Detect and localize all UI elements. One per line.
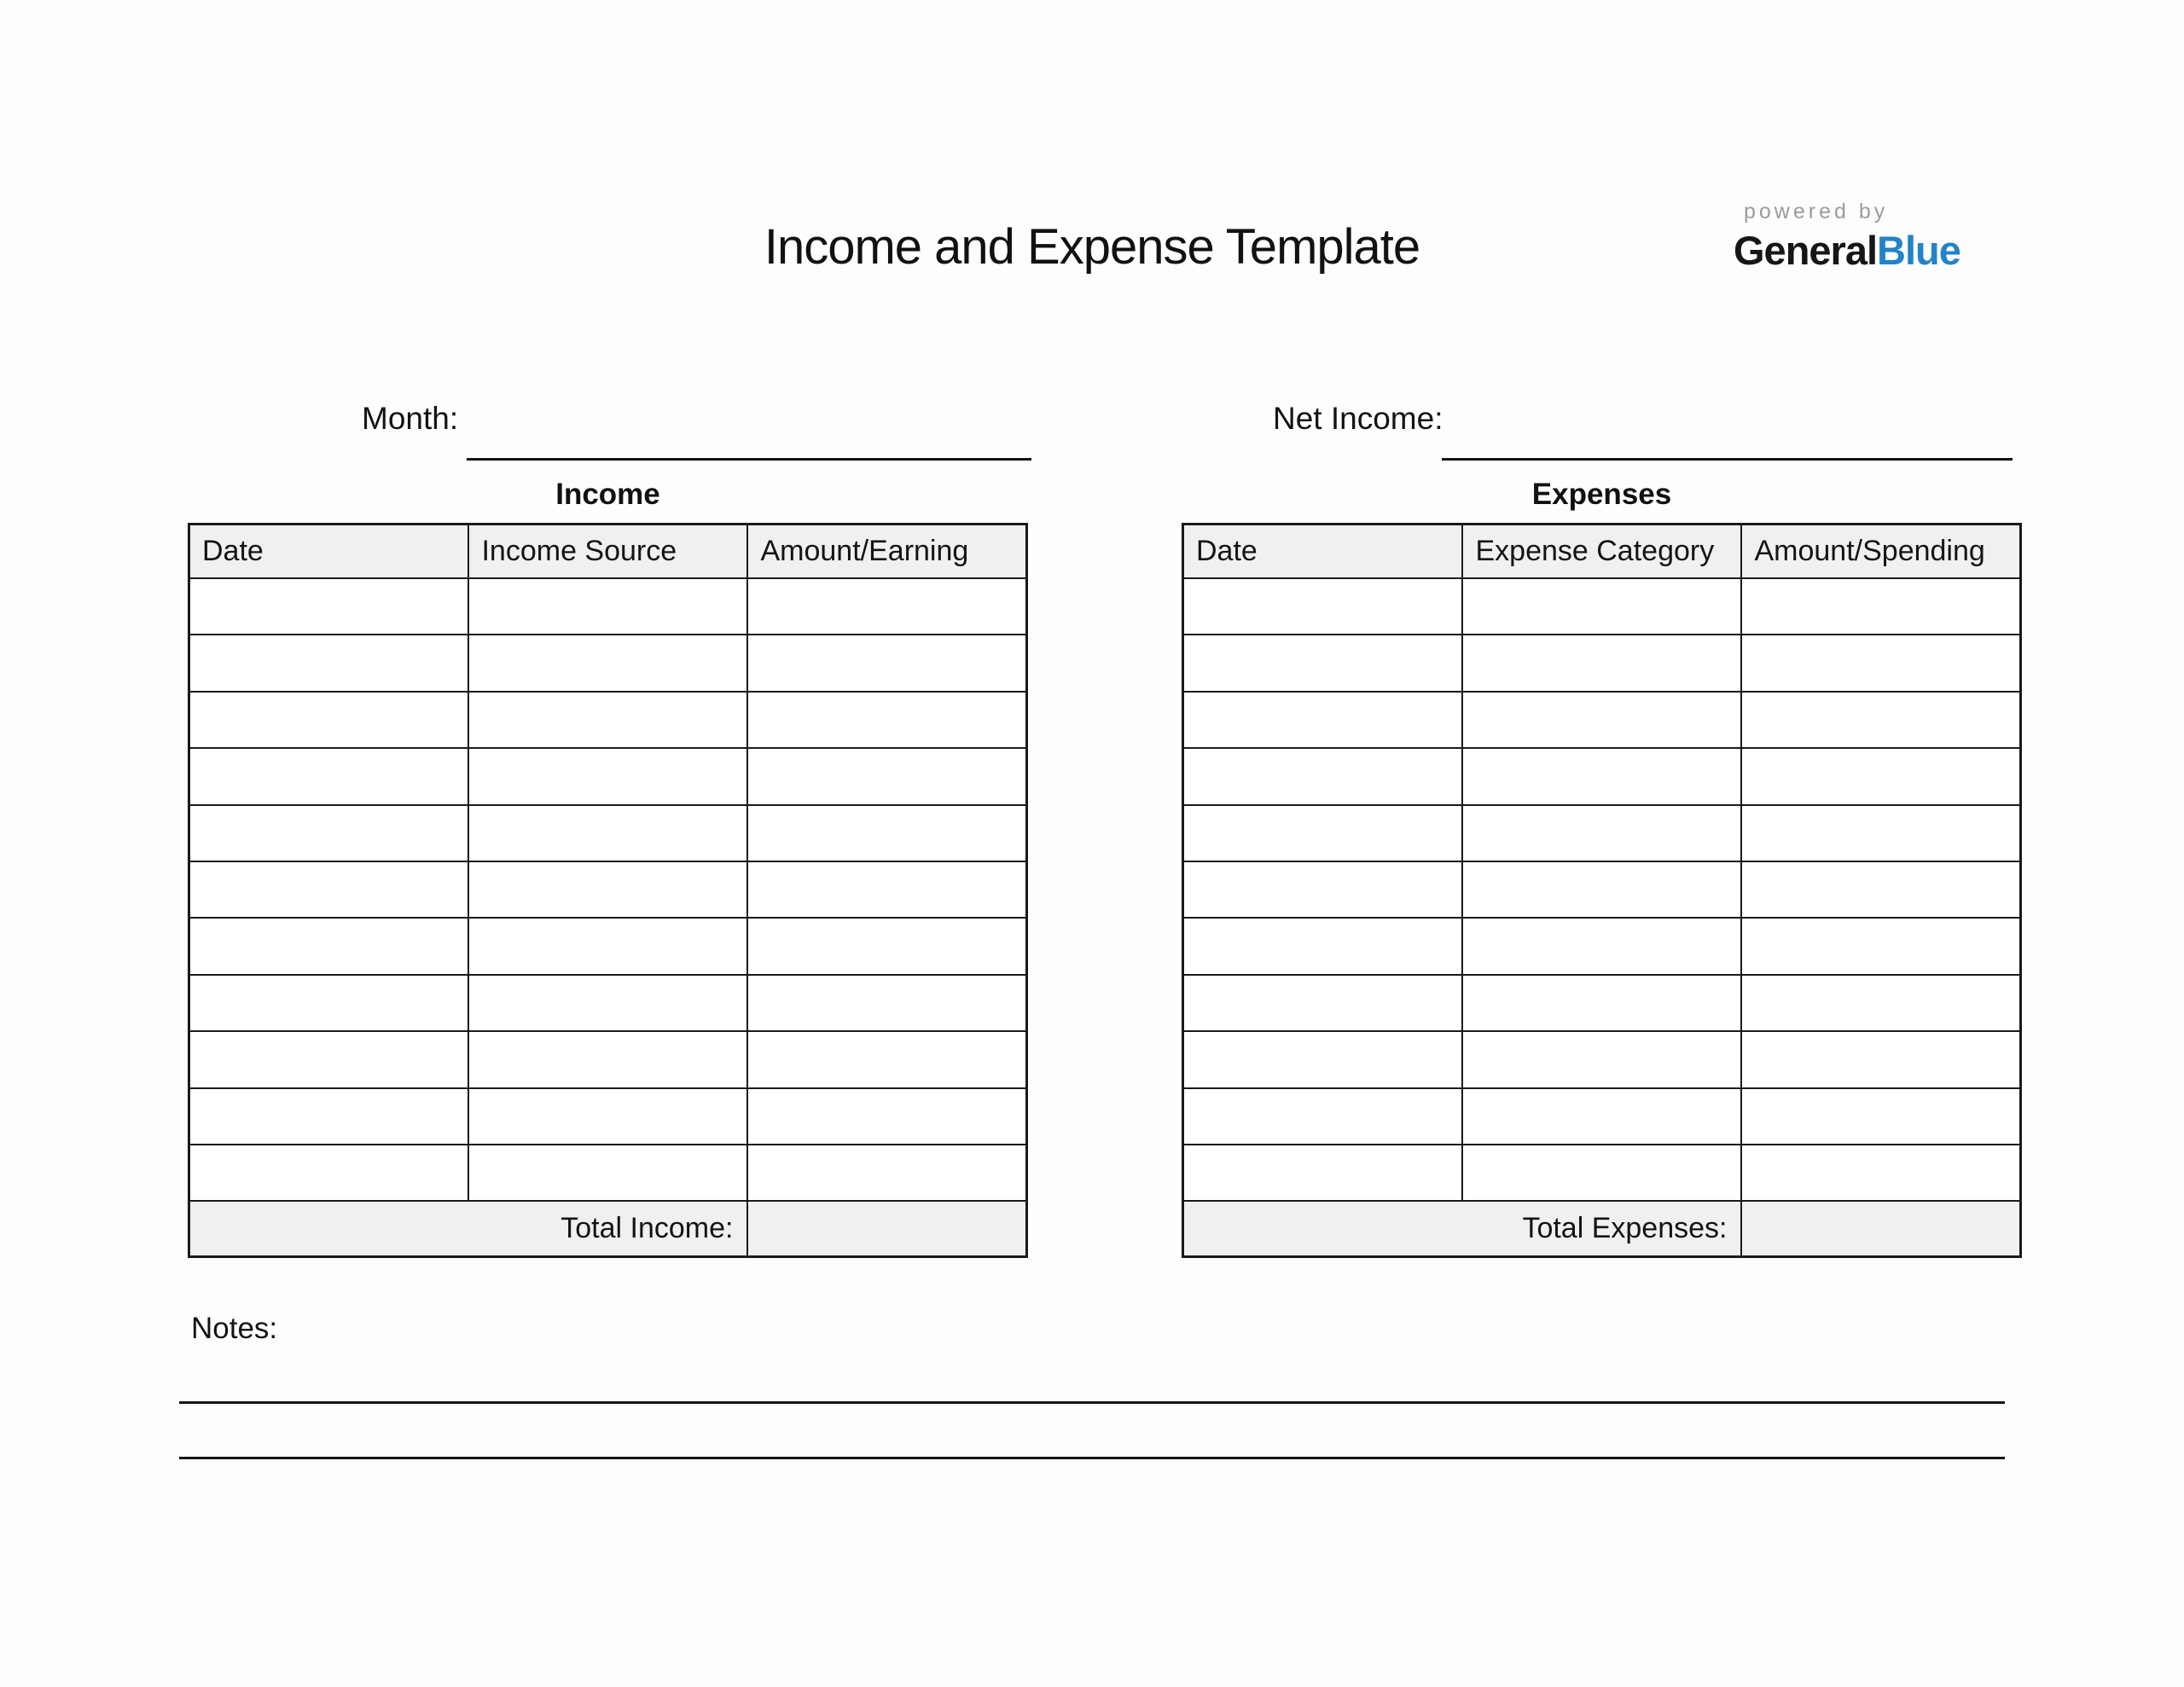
notes-blank-line [179,1401,2005,1404]
table-cell [189,1088,469,1145]
table-cell [1183,635,1463,691]
table-cell [1183,1145,1463,1201]
month-blank-line [467,458,1031,461]
table-cell [747,692,1026,748]
table-row [189,805,1027,861]
table-row [189,975,1027,1031]
table-cell [468,918,747,974]
table-row [189,635,1027,691]
table-cell [468,578,747,635]
table-cell [1741,1088,2020,1145]
table-cell [1462,1088,1741,1145]
brand-name-blue: Blue [1877,228,1960,273]
table-row [1183,1145,2021,1201]
table-cell [1183,692,1463,748]
table-cell [1183,805,1463,861]
table-cell [1462,1031,1741,1087]
table-row [189,1088,1027,1145]
table-row [189,748,1027,804]
expenses-col-category: Expense Category [1462,525,1741,579]
table-cell [189,975,469,1031]
table-cell [189,861,469,918]
table-cell [1462,692,1741,748]
table-cell [1183,1088,1463,1145]
table-row [189,918,1027,974]
table-row [1183,578,2021,635]
table-cell [468,1088,747,1145]
table-cell [1183,861,1463,918]
expenses-table-header [1183,525,2021,579]
table-cell [1741,805,2020,861]
table-cell [747,578,1026,635]
table-cell [1183,1031,1463,1087]
table-cell [1741,975,2020,1031]
table-row [1183,1031,2021,1087]
table-cell [468,805,747,861]
income-col-date: Date [189,525,469,579]
income-col-source: Income Source [468,525,747,579]
table-cell [189,578,469,635]
table-cell [747,918,1026,974]
table-cell [189,748,469,804]
month-label: Month: [362,401,459,436]
table-cell [1183,918,1463,974]
table-cell [189,805,469,861]
table-cell [1741,578,2020,635]
powered-by-text: powered by [1744,200,1889,223]
table-header-row [1183,525,2021,579]
income-table [188,523,1028,1258]
total-income-value [747,1201,1026,1257]
expenses-table [1182,523,2022,1258]
table-row [1183,975,2021,1031]
table-header-row [189,525,1027,579]
total-income-row [189,1201,1027,1257]
expenses-table-footer [1183,1201,2021,1257]
income-col-amount: Amount/Earning [747,525,1026,579]
table-row [1183,635,2021,691]
table-cell [1462,805,1741,861]
income-table-footer [189,1201,1027,1257]
table-cell [468,635,747,691]
expenses-col-date: Date [1183,525,1463,579]
table-cell [1183,975,1463,1031]
table-row [1183,918,2021,974]
brand-logo [1734,200,1960,274]
table-cell [468,1145,747,1201]
table-cell [189,1145,469,1201]
total-expenses-row [1183,1201,2021,1257]
notes-blank-line [179,1457,2005,1459]
notes-label: Notes: [191,1312,278,1345]
table-cell [189,692,469,748]
table-row [189,578,1027,635]
table-cell [747,1088,1026,1145]
table-cell [189,635,469,691]
table-cell [1183,578,1463,635]
table-cell [1741,1031,2020,1087]
table-cell [747,1031,1026,1087]
table-cell [1741,918,2020,974]
table-cell [747,635,1026,691]
table-row [189,1145,1027,1201]
table-row [1183,692,2021,748]
total-expenses-label: Total Expenses: [1183,1201,1742,1257]
table-cell [468,1031,747,1087]
table-cell [1462,918,1741,974]
expenses-table-body [1183,578,2021,1201]
table-cell [468,748,747,804]
expenses-section-title: Expenses [1531,478,1672,511]
table-cell [1462,635,1741,691]
expenses-col-amount: Amount/Spending [1741,525,2020,579]
table-row [189,1031,1027,1087]
brand-name-general: General [1734,228,1878,273]
table-cell [747,861,1026,918]
brand-name [1734,227,1960,274]
income-table-body [189,578,1027,1201]
table-cell [468,975,747,1031]
table-cell [189,918,469,974]
table-row [1183,748,2021,804]
table-cell [468,861,747,918]
table-cell [747,748,1026,804]
table-row [1183,861,2021,918]
income-section-title: Income [555,478,660,511]
net-income-blank-line [1442,458,2013,461]
table-cell [1462,975,1741,1031]
table-cell [1183,748,1463,804]
table-cell [468,692,747,748]
total-expenses-value [1741,1201,2020,1257]
table-cell [1741,1145,2020,1201]
table-row [1183,805,2021,861]
table-cell [1741,748,2020,804]
table-row [1183,1088,2021,1145]
table-cell [747,975,1026,1031]
table-cell [747,1145,1026,1201]
total-income-label: Total Income: [189,1201,748,1257]
table-cell [1741,861,2020,918]
table-row [189,861,1027,918]
table-cell [1741,692,2020,748]
income-table-header [189,525,1027,579]
table-cell [1462,1145,1741,1201]
table-cell [1462,861,1741,918]
table-cell [1462,748,1741,804]
page-title: Income and Expense Template [764,219,1420,275]
net-income-label: Net Income: [1273,401,1443,436]
table-cell [1462,578,1741,635]
table-row [189,692,1027,748]
table-cell [747,805,1026,861]
table-cell [1741,635,2020,691]
table-cell [189,1031,469,1087]
